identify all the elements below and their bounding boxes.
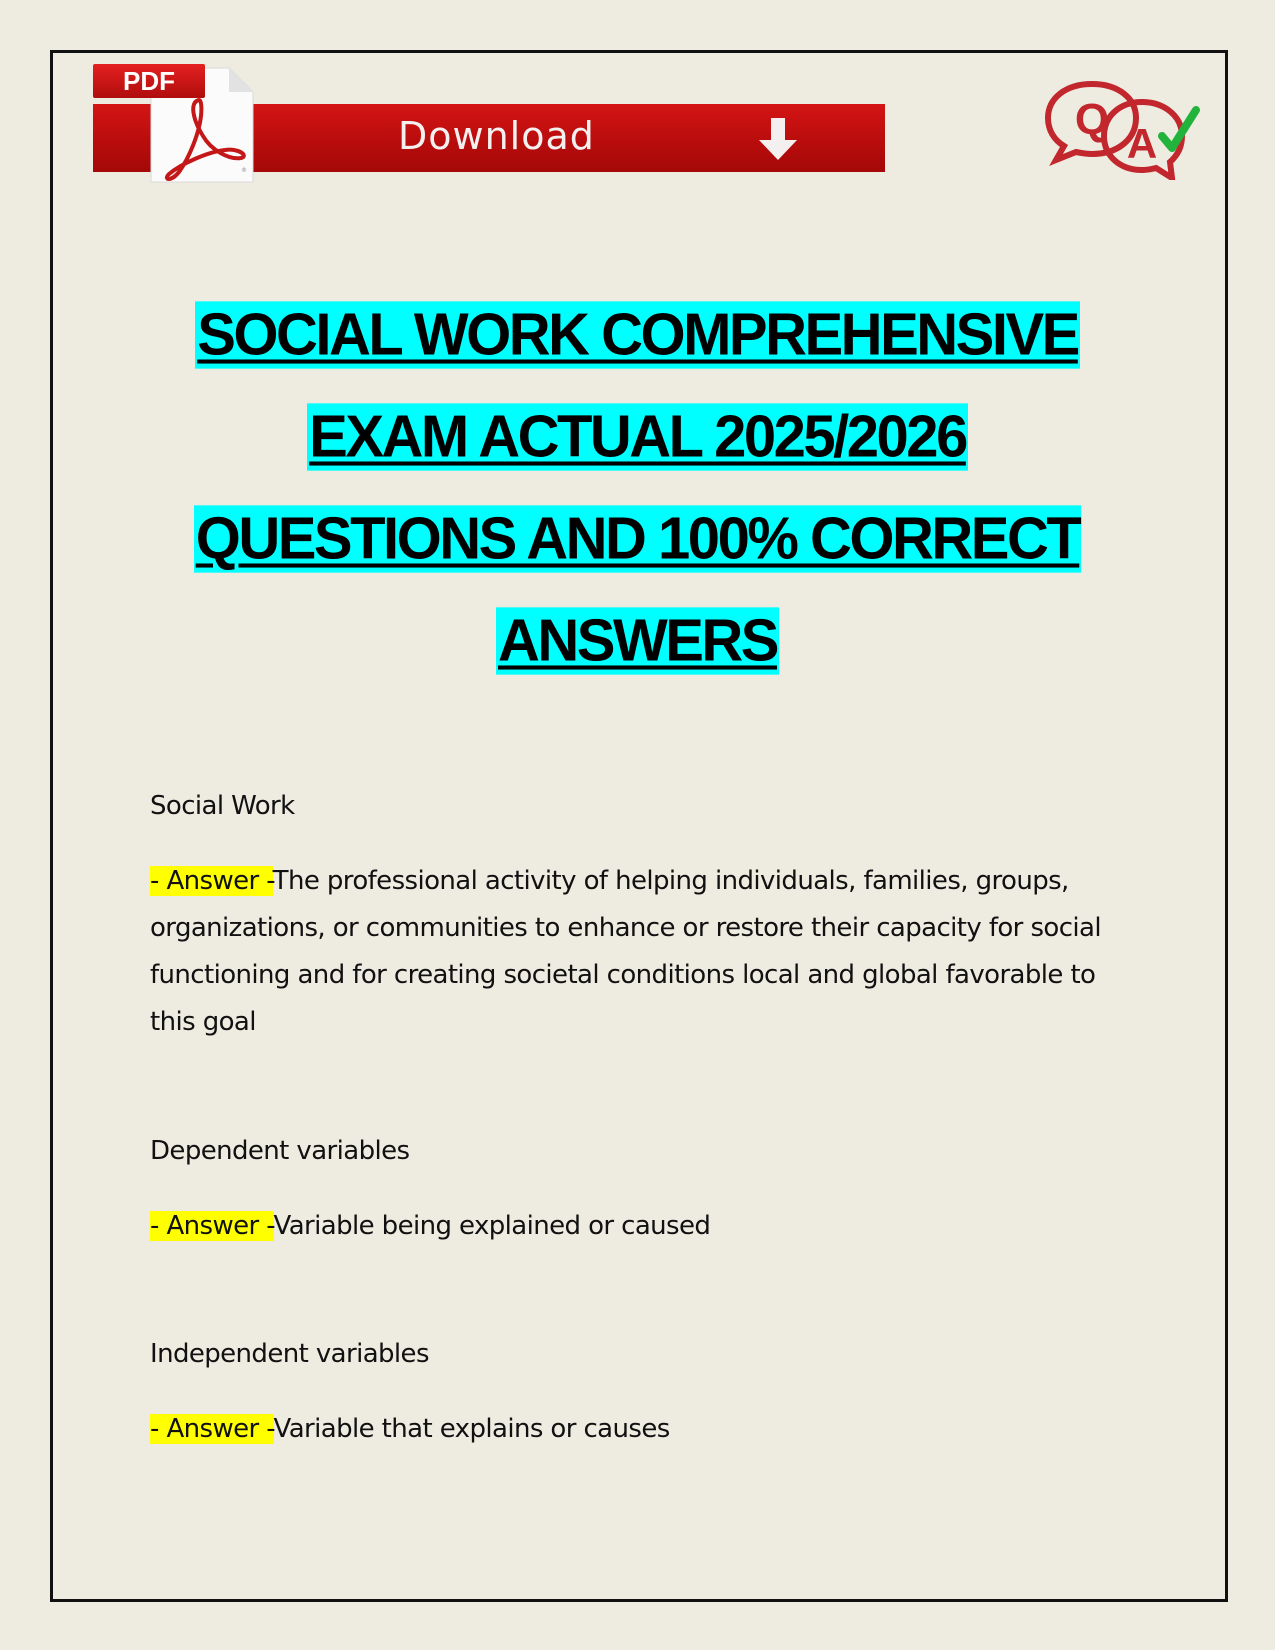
question-text: Dependent variables <box>150 1136 410 1166</box>
answer-text: The professional activity of helping individuals, families, groups, organizations, or communities to enhance or restore their capacity for social functioning and for creating societal conditions local and global favorable to this goal <box>150 866 1101 1037</box>
answer-prefix: - Answer - <box>150 1211 274 1241</box>
answer <box>150 1203 1110 1250</box>
qa-item <box>150 1338 1110 1453</box>
answer-prefix: - Answer - <box>150 866 273 896</box>
title-line-4: ANSWERS <box>498 607 777 674</box>
qa-item <box>150 790 1110 1046</box>
answer <box>150 1406 1110 1453</box>
title-line-1: SOCIAL WORK COMPREHENSIVE <box>197 301 1078 368</box>
document-title <box>60 302 1215 710</box>
pdf-download-banner[interactable] <box>93 60 885 185</box>
answer <box>150 858 1110 1046</box>
svg-text:®: ® <box>241 167 247 174</box>
answer-text: Variable that explains or causes <box>273 1414 670 1444</box>
answer-text: Variable being explained or caused <box>273 1211 711 1241</box>
qa-speech-bubbles-icon <box>1040 78 1210 180</box>
download-label: Download <box>398 114 595 158</box>
down-arrow-icon <box>755 116 801 162</box>
question-text: Social Work <box>150 791 295 821</box>
question-text: Independent variables <box>150 1339 429 1369</box>
svg-text:Q: Q <box>1074 95 1110 144</box>
answer-prefix: - Answer - <box>150 1414 274 1444</box>
title-line-3: QUESTIONS AND 100% CORRECT <box>195 505 1080 572</box>
qa-logo <box>1040 78 1210 180</box>
qa-item <box>150 1135 1110 1250</box>
pdf-tag: PDF <box>93 64 205 98</box>
title-line-2: EXAM ACTUAL 2025/2026 <box>309 403 966 470</box>
svg-text:A: A <box>1126 120 1158 167</box>
